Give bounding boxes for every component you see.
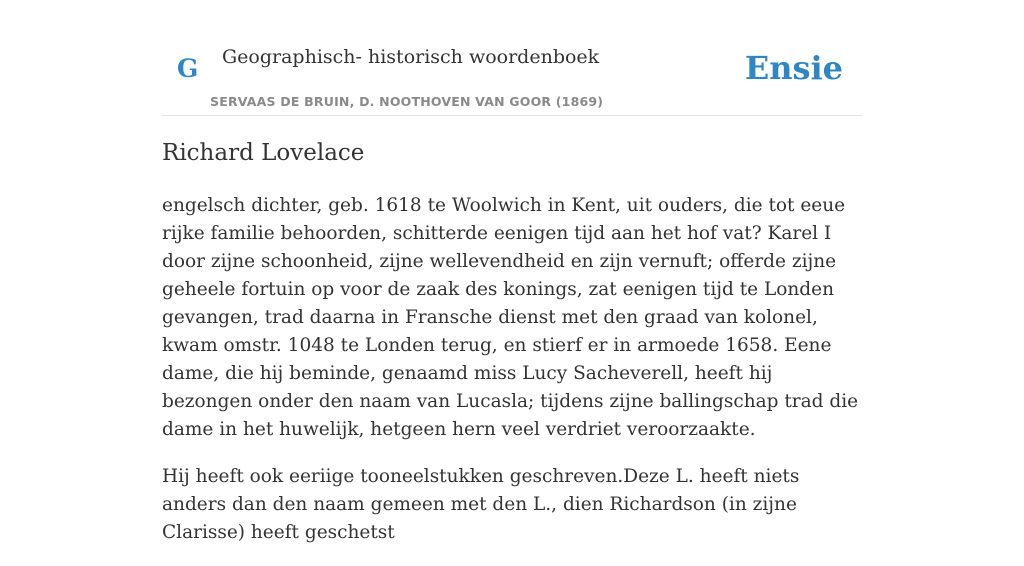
entry-body (162, 192, 862, 566)
entry-paragraph: engelsch dichter, geb. 1618 te Woolwich in Kent, uit ouders, die tot eeue rijke familie behoorden, schitterde eenigen tijd aan het hof vat? Karel I door zijne schoonheid, zijne wellevendheid en zijn vernuft; offerde zijne geheele fortuin op voor de zaak des konings, zat eenigen tijd te Londen gevangen, trad daarna in Fransche dienst met den graad van kolonel, kwam omstr. 1048 te Londen terug, en stierf er in armoede 1658. Eene dame, die hij beminde, genaamd miss Lucy Sacheverell, heeft hij bezongen onder den naam van Lucasla; tijdens zijne ballingschap trad die dame in het huwelijk, hetgeen hern veel verdriet veroorzaakte. (162, 195, 859, 440)
book-logo-link[interactable]: G (177, 54, 199, 83)
book-author: SERVAAS DE BRUIN, D. NOOTHOVEN VAN GOOR (1869) (210, 94, 604, 109)
book-header (162, 40, 862, 116)
entry-title: Richard Lovelace (162, 140, 365, 166)
entry-paragraph: Hij heeft ook eeriige tooneelstukken geschreven.Deze L. heeft niets anders dan den naam gemeen met den L., dien Richardson (in zijne Clarisse) heeft geschetst (162, 466, 800, 543)
book-title-link[interactable]: Geographisch- historisch woordenboek (222, 46, 600, 68)
ensie-logo-link[interactable]: Ensie (744, 49, 843, 87)
